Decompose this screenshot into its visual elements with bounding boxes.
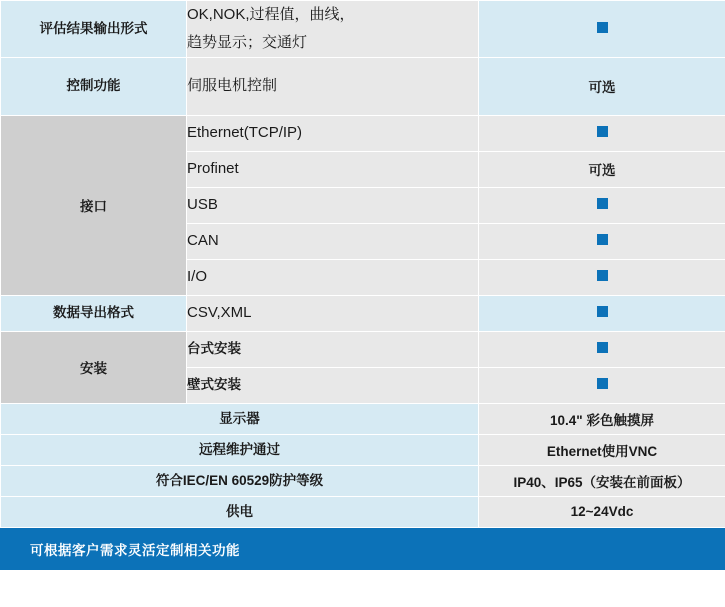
row-label-power-supply: 供电: [1, 496, 479, 527]
row-label-protection-class: 符合IEC/EN 60529防护等级: [1, 465, 479, 496]
table-row: [1, 331, 725, 367]
table-row: [1, 465, 725, 496]
table-row: [1, 496, 725, 527]
row-desc-interface-ethernet: Ethernet(TCP/IP): [187, 115, 479, 151]
row-desc-interface-io: I/O: [187, 259, 479, 295]
footer-note: 可根据客户需求灵活定制相关功能: [0, 528, 725, 570]
row-mark-installation-desktop: [479, 331, 725, 367]
row-label-control-function: 控制功能: [1, 57, 187, 115]
desc-line-1: OK,NOK,过程值，曲线，: [187, 6, 355, 23]
check-square-icon: [597, 22, 608, 33]
row-value-display: 10.4" 彩色触摸屏: [479, 403, 725, 434]
table-row: [1, 1, 725, 58]
table-row: [1, 295, 725, 331]
check-square-icon: [597, 198, 608, 209]
row-value-protection-class: IP40、IP65（安装在前面板）: [479, 465, 725, 496]
optional-label: 可选: [588, 79, 616, 95]
row-label-interface: 接口: [1, 115, 187, 295]
table-row: [1, 57, 725, 115]
row-mark-data-export-format: [479, 295, 725, 331]
row-desc-interface-can: CAN: [187, 223, 479, 259]
check-square-icon: [597, 126, 608, 137]
row-mark-interface-io: [479, 259, 725, 295]
row-desc-installation-wall: 壁式安装: [187, 367, 479, 403]
check-square-icon: [597, 378, 608, 389]
desc-line-2: 趋势显示；交通灯: [187, 33, 308, 51]
check-square-icon: [597, 306, 608, 317]
table-row: [1, 115, 725, 151]
table-row: [1, 403, 725, 434]
row-label-installation: 安装: [1, 331, 187, 403]
row-mark-control-function: [479, 57, 725, 115]
row-desc-control-function: 伺服电机控制: [187, 57, 479, 115]
row-label-evaluation-output: 评估结果输出形式: [1, 1, 187, 58]
row-mark-interface-profinet: [479, 151, 725, 187]
row-mark-interface-can: [479, 223, 725, 259]
row-value-remote-maintenance: Ethernet使用VNC: [479, 434, 725, 465]
row-desc-installation-desktop: 台式安装: [187, 331, 479, 367]
row-value-power-supply: 12~24Vdc: [479, 496, 725, 527]
row-mark-interface-ethernet: [479, 115, 725, 151]
row-desc-evaluation-output: [187, 1, 479, 58]
row-mark-evaluation-output: [479, 1, 725, 58]
row-desc-data-export-format: CSV,XML: [187, 295, 479, 331]
row-mark-interface-usb: [479, 187, 725, 223]
row-label-remote-maintenance: 远程维护通过: [1, 434, 479, 465]
check-square-icon: [597, 270, 608, 281]
row-label-display: 显示器: [1, 403, 479, 434]
row-label-data-export-format: 数据导出格式: [1, 295, 187, 331]
table-row: [1, 434, 725, 465]
row-desc-interface-profinet: Profinet: [187, 151, 479, 187]
check-square-icon: [597, 342, 608, 353]
row-desc-interface-usb: USB: [187, 187, 479, 223]
optional-label: 可选: [588, 162, 616, 178]
row-mark-installation-wall: [479, 367, 725, 403]
check-square-icon: [597, 234, 608, 245]
